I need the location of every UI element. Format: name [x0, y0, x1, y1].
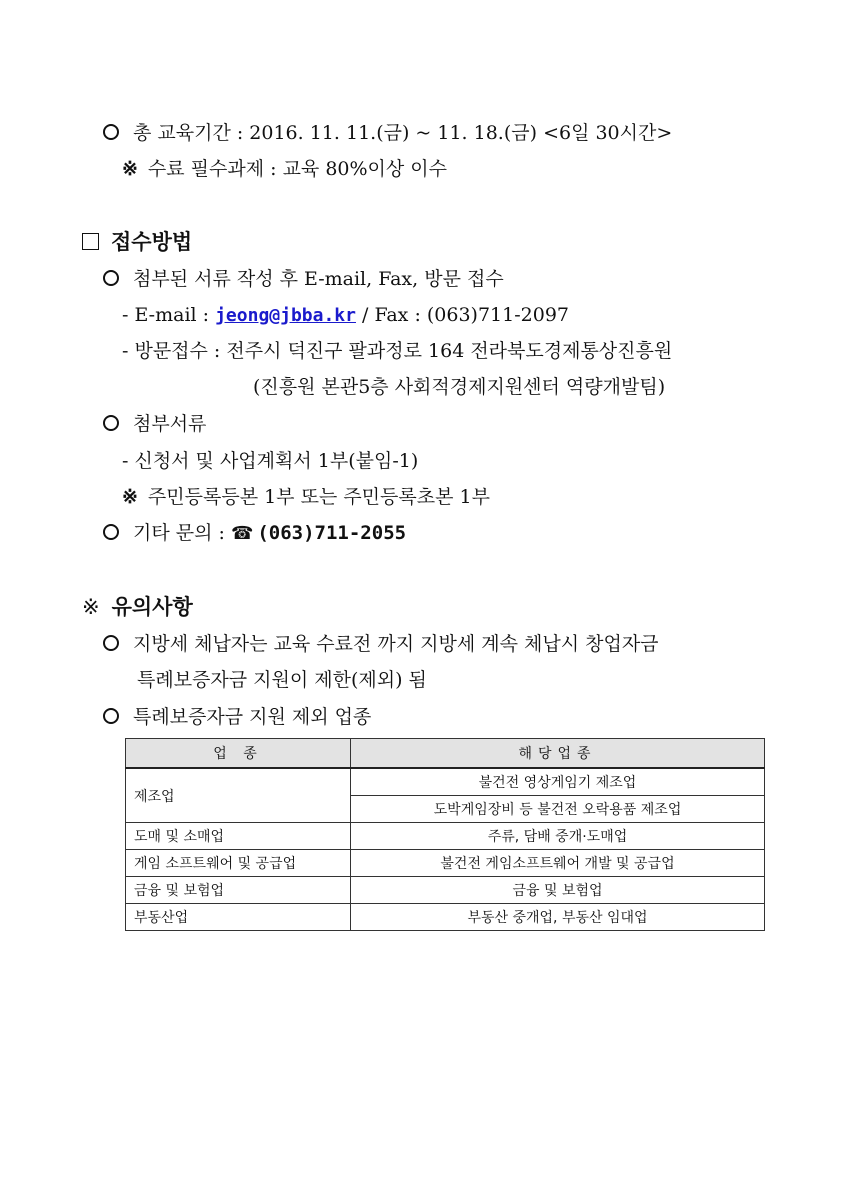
attach-1-line: [122, 448, 418, 474]
attach-2-text: 주민등록등본 1부 또는 주민등록초본 1부: [147, 486, 490, 508]
contact-line: [103, 520, 406, 547]
attachments-text: 첨부서류: [133, 413, 207, 435]
circle-bullet-icon: [103, 708, 119, 724]
table-header-category: 업 종: [126, 739, 351, 769]
table-row: [126, 823, 765, 850]
table-cell-category: 도매 및 소매업: [126, 823, 351, 850]
contact-label: 기타 문의 :: [133, 522, 231, 544]
note-1-line: [103, 631, 659, 657]
reference-mark-icon: ※: [122, 158, 138, 180]
period-text: 총 교육기간 : 2016. 11. 11.(금) ~ 11. 18.(금) <6일 30시간>: [133, 122, 673, 144]
table-cell-category: 금융 및 보험업: [126, 877, 351, 904]
visit-detail-line: [253, 374, 665, 400]
period-line: [103, 120, 672, 146]
table-cell-item: 금융 및 보험업: [351, 877, 765, 904]
visit-detail-text: (진흥원 본관5층 사회적경제지원센터 역량개발팀): [253, 376, 666, 398]
contact-phone: (063)711-2055: [257, 522, 407, 544]
checkbox-square-icon: [82, 233, 99, 250]
circle-bullet-icon: [103, 524, 119, 540]
circle-bullet-icon: [103, 270, 119, 286]
section-notes-title: 유의사항: [111, 595, 193, 619]
circle-bullet-icon: [103, 124, 119, 140]
attach-2-line: [122, 484, 490, 510]
table-cell-item: 부동산 중개업, 부동산 임대업: [351, 904, 765, 931]
apply-methods-line: [103, 266, 504, 292]
note-2-line: [103, 704, 371, 730]
fax-text: / Fax : (063)711-2097: [355, 304, 570, 326]
table-cell-item: 주류, 담배 중개·도매업: [351, 823, 765, 850]
table-header-items: 해당업종: [351, 739, 765, 769]
attachments-line: [103, 411, 206, 437]
note-2-text: 특례보증자금 지원 제외 업종: [133, 706, 372, 728]
table-cell-category: 제조업: [126, 768, 351, 823]
apply-methods-text: 첨부된 서류 작성 후 E-mail, Fax, 방문 접수: [133, 268, 504, 290]
circle-bullet-icon: [103, 635, 119, 651]
email-fax-line: [122, 302, 569, 329]
table-row: [126, 877, 765, 904]
requirement-line: [122, 156, 447, 182]
note-1b-text: 특례보증자금 지원이 제한(제외) 됨: [137, 669, 427, 691]
email-label: - E-mail :: [122, 304, 216, 326]
table-row: [126, 850, 765, 877]
table-row: [126, 768, 765, 796]
requirement-text: 수료 필수과제 : 교육 80%이상 이수: [147, 158, 448, 180]
reference-mark-icon: ※: [122, 486, 138, 508]
section-notes-heading: [82, 594, 193, 620]
table-cell-category: 게임 소프트웨어 및 공급업: [126, 850, 351, 877]
phone-icon: ☎: [230, 523, 254, 544]
circle-bullet-icon: [103, 415, 119, 431]
table-cell-item: 불건전 영상게임기 제조업: [351, 768, 765, 796]
table-cell-category: 부동산업: [126, 904, 351, 931]
excluded-industries-table: [125, 738, 765, 931]
visit-text: - 방문접수 : 전주시 덕진구 팔과정로 164 전라북도경제통상진흥원: [122, 340, 673, 362]
visit-line: [122, 338, 672, 364]
section-apply-title: 접수방법: [111, 230, 193, 254]
note-1a-text: 지방세 체납자는 교육 수료전 까지 지방세 계속 체납시 창업자금: [133, 633, 659, 655]
table-cell-item: 불건전 게임소프트웨어 개발 및 공급업: [351, 850, 765, 877]
table-cell-item: 도박게임장비 등 불건전 오락용품 제조업: [351, 796, 765, 823]
attach-1-text: - 신청서 및 사업계획서 1부(붙임-1): [122, 450, 419, 472]
reference-mark-icon: ※: [82, 595, 100, 619]
table-header-row: [126, 739, 765, 769]
note-1b-line: [137, 667, 427, 693]
section-apply-heading: [82, 229, 192, 255]
email-link[interactable]: jeong@jbba.kr: [215, 305, 356, 326]
table-row: [126, 904, 765, 931]
